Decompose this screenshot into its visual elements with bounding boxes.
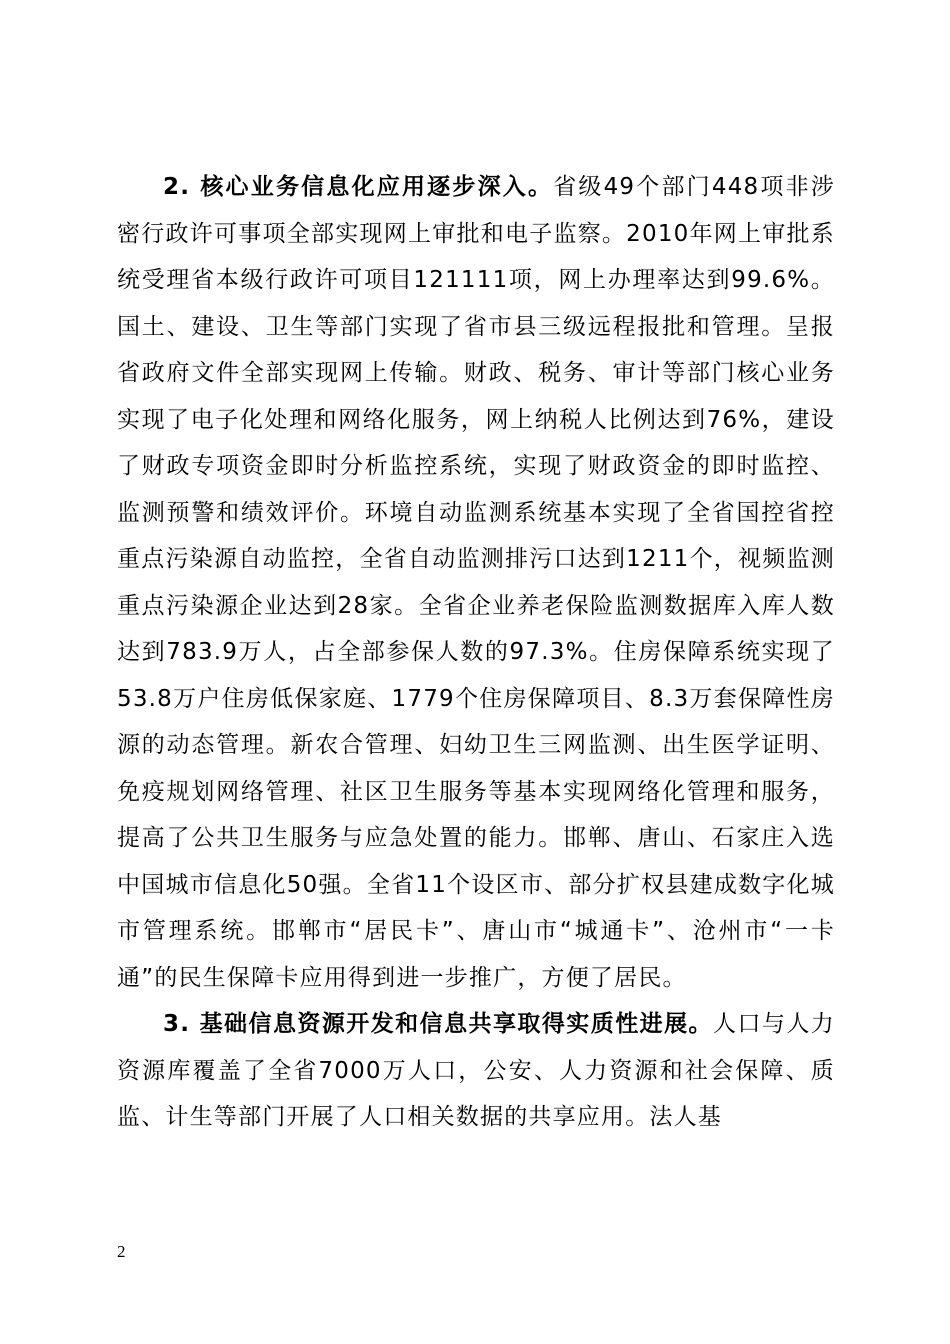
paragraph-heading: 3. 基础信息资源开发和信息共享取得实质性进展。 (163, 1011, 713, 1037)
page-number: 2 (117, 1242, 126, 1261)
paragraph-heading: 2. 核心业务信息化应用逐步深入。 (163, 174, 554, 200)
document-body (117, 164, 835, 1141)
paragraph-text: 省级49个部门448项非涉密行政许可事项全部实现网上审批和电子监察。2010年网上审批系统受理省本级行政许可项目121111项，网上办理率达到99.6%。国土、建设、卫生等部门实现了省市县三级远程报批和管理。呈报省政府文件全部实现网上传输。财政、税务、审计等部门核心业务实现了电子化处理和网络化服务，网上纳税人比例达到76%，建设了财政专项资金即时分析监控系统，实现了财政资金的即时监控、监测预警和绩效评价。环境自动监测系统基本实现了全省国控省控重点污染源自动监控，全省自动监测排污口达到1211个，视频监测重点污染源企业达到28家。全省企业养老保险监测数据库入库人数达到783.9万人，占全部参保人数的97.3%。住房保障系统实现了53.8万户住房低保家庭、1779个住房保障项目、8.3万套保障性房源的动态管理。新农合管理、妇幼卫生三网监测、出生医学证明、免疫规划网络管理、社区卫生服务等基本实现网络化管理和服务，提高了公共卫生服务与应急处置的能力。邯郸、唐山、石家庄入选中国城市信息化50强。全省11个设区市、部分扩权县建成数字化城市管理系统。邯郸市“居民卡”、唐山市“城通卡”、沧州市“一卡通”的民生保障卡应用得到进一步推广，方便了居民。 (117, 174, 835, 991)
paragraph-3 (117, 1001, 835, 1141)
paragraph-2 (117, 164, 835, 1001)
paragraph-text: 人口与人力资源库覆盖了全省7000万人口，公安、人力资源和社会保障、质监、计生等部门开展了人口相关数据的共享应用。法人基 (117, 1011, 835, 1130)
